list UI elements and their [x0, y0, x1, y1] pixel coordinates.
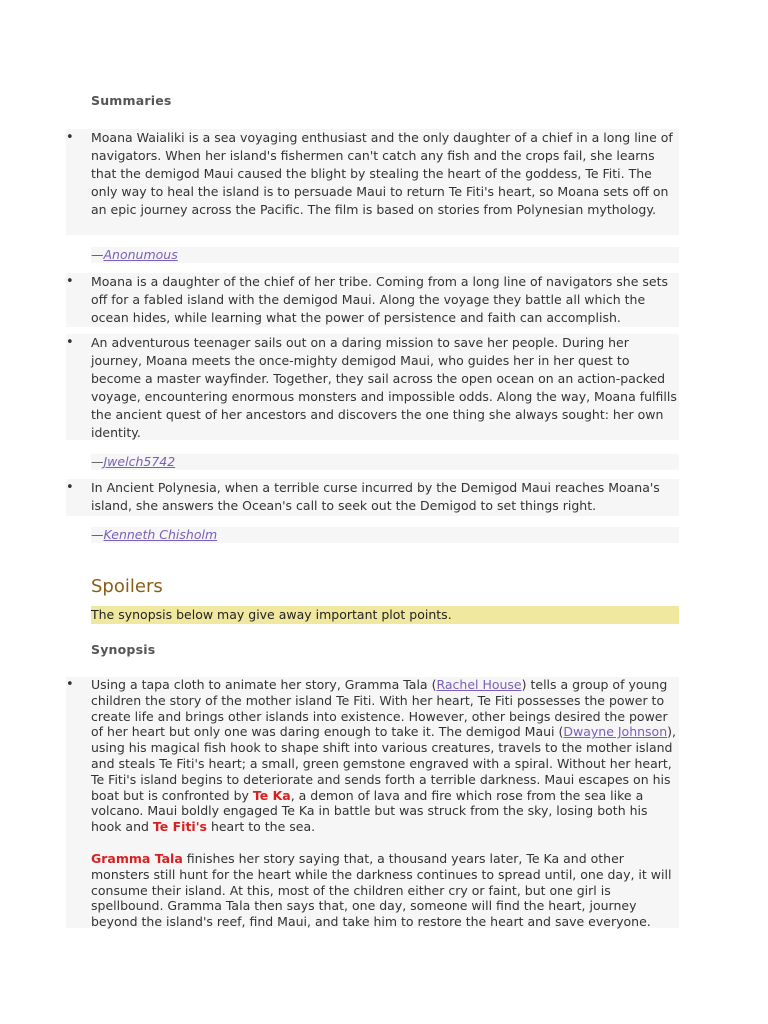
synopsis-text: Using a tapa cloth to animate her story, Gramma Tala ( [91, 677, 437, 692]
list-item [66, 129, 679, 235]
synopsis-text: , a demon of lava and fire which rose from the sea like a volcano. Maui boldly engaged Te Ka in battle but was struck from the sky, losing both his hook and [91, 787, 648, 835]
synopsis-heading: Synopsis [91, 642, 156, 657]
summary-attribution [91, 247, 679, 263]
summary-text: Moana Waialiki is a sea voyaging enthusiast and the only daughter of a chief in a long line of navigators. When her island's fishermen can't catch any fish and the crops fail, she learns that the demigod Maui caused the blight by stealing the heart of the goddess, Te Fiti. The only way to heal the island is to persuade Maui to return Te Fiti's heart, so Moana sets off on an epic journey across the Pacific. The film is based on stories from Polynesian mythology. [91, 130, 673, 217]
actor-link-rachel-house[interactable]: Rachel House [436, 677, 522, 692]
synopsis-text: ), using his magical fish hook to shape shift into various creatures, travels to the mother island and steals Te Fiti's heart; a small, green gemstone engraved with a spiral. Without her heart, Te Fiti's island begins to deteriorate and sends forth a terrible darkness. Maui escapes on his boat but is confronted by [91, 724, 676, 803]
synopsis-item [66, 677, 679, 928]
synopsis-text: finishes her story saying that, a thousand years later, Te Ka and other monsters still hunt for the heart while the darkness continues to spread until, one day, it will consume their island. At this, most of the children either cry or faint, but one girl is spellbound. Gramma Tala then says that, one day, someone will find the heart, journey beyond the island's reef, find Maui, and take him to restore the heart and save everyone. [91, 850, 672, 930]
bullet-icon: • [66, 274, 74, 289]
list-item [66, 334, 679, 440]
summary-text: In Ancient Polynesia, when a terrible curse incurred by the Demigod Maui reaches Moana's island, she answers the Ocean's call to seek out the Demigod to set things right. [91, 480, 660, 513]
author-link[interactable]: Kenneth Chisholm [103, 527, 218, 542]
bullet-icon: • [66, 335, 74, 350]
synopsis-paragraph [91, 677, 679, 835]
summaries-heading: Summaries [91, 93, 172, 108]
summary-attribution [91, 454, 679, 470]
summary-text: An adventurous teenager sails out on a daring mission to save her people. During her journey, Moana meets the once-mighty demigod Maui, who guides her in her quest to become a master wayfinder. Together, they sail across the open ocean on an action-packed voyage, encountering enormous monsters and impossible odds. Along the way, Moana fulfills the ancient quest of her ancestors and discovers the one thing she always sought: her own identity. [91, 335, 677, 440]
author-link[interactable]: Anonumous [103, 247, 178, 262]
bullet-icon: • [66, 480, 74, 495]
character-name-highlight: Te Fiti's [152, 819, 207, 835]
synopsis-paragraph [91, 851, 679, 930]
actor-link-dwayne-johnson[interactable]: Dwayne Johnson [563, 724, 668, 740]
character-name-highlight: Te Ka [252, 787, 291, 803]
spoiler-warning: The synopsis below may give away important plot points. [91, 606, 679, 624]
attribution-dash: — [91, 527, 104, 542]
summary-text: Moana is a daughter of the chief of her tribe. Coming from a long line of navigators she sets off for a fabled island with the demigod Maui. Along the voyage they battle all which the ocean hides, while learning what the power of persistence and faith can accomplish. [91, 274, 668, 325]
attribution-dash: — [91, 247, 104, 262]
character-name-highlight: Gramma Tala [91, 850, 183, 866]
list-item [66, 273, 679, 327]
synopsis-text: ) tells a group of young children the story of the mother island Te Fiti. With her heart, Te Fiti possesses the power to create life and brings other islands into existence. However, other beings desired the power of her heart but only one was daring enough to take it. The demigod Maui ( [91, 677, 668, 740]
bullet-icon: • [66, 130, 74, 145]
attribution-dash: — [91, 454, 104, 469]
summary-attribution [91, 527, 679, 543]
spoilers-heading: Spoilers [91, 576, 163, 597]
author-link[interactable]: Jwelch5742 [103, 454, 176, 469]
bullet-icon: • [66, 677, 74, 692]
synopsis-text: heart to the sea. [206, 819, 316, 835]
list-item [66, 479, 679, 516]
